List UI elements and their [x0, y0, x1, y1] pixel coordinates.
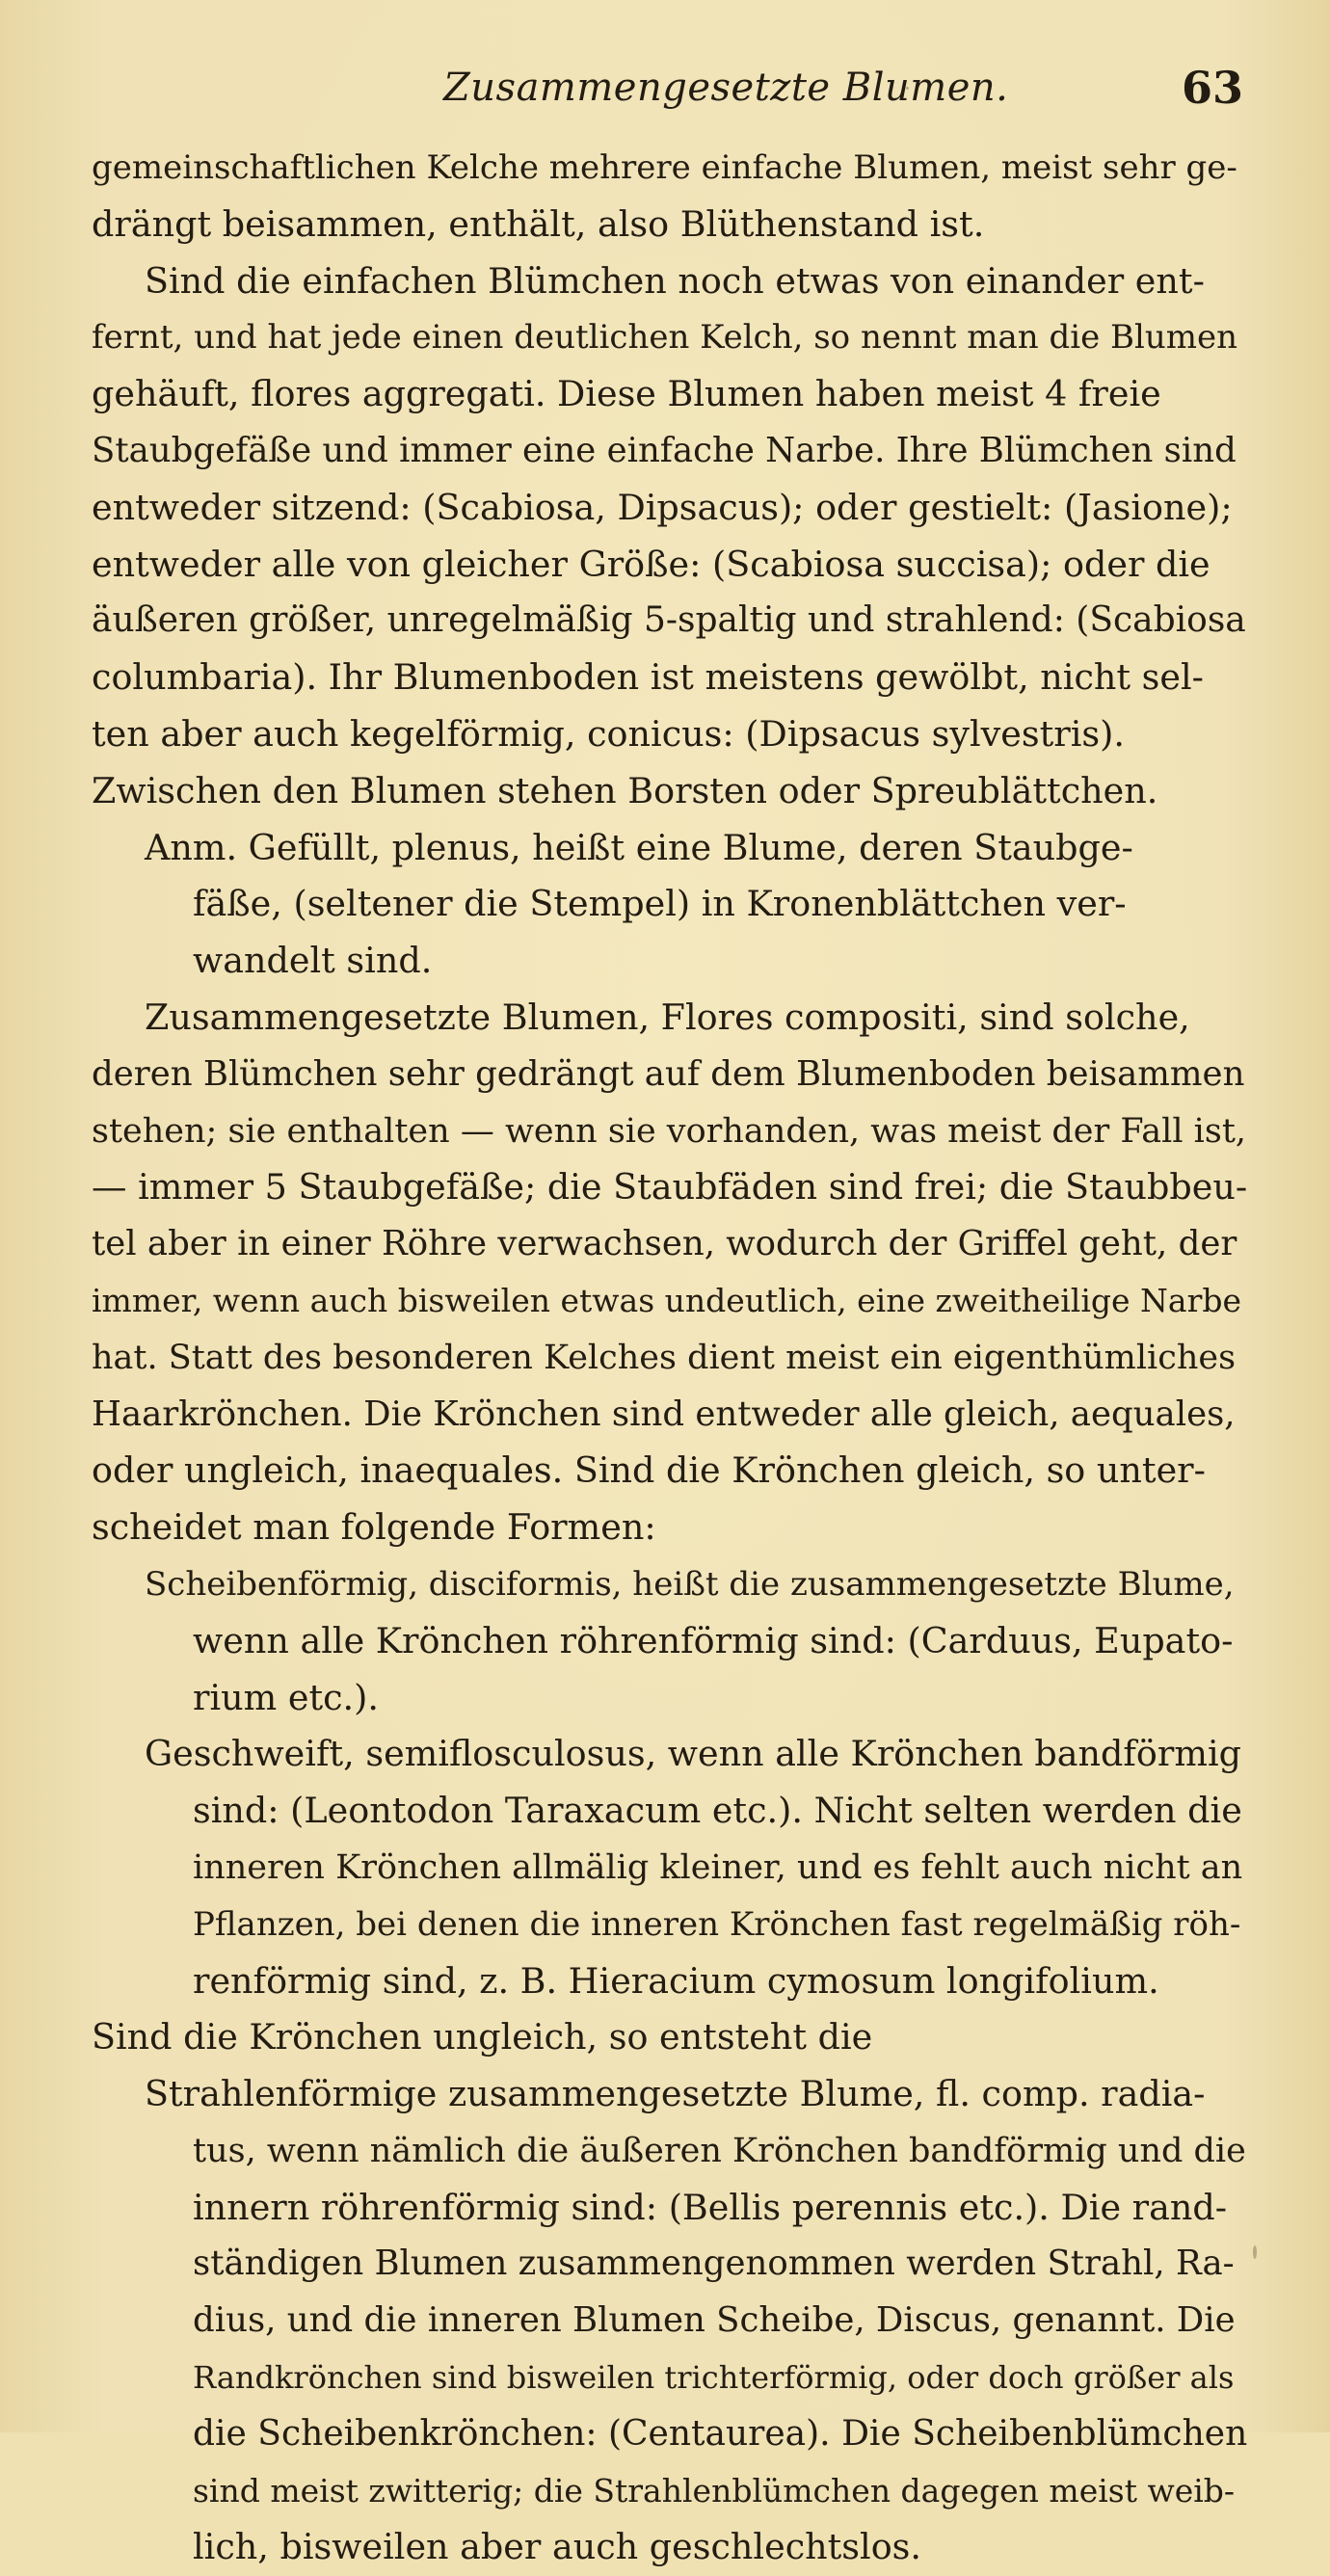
text-line: tus, wenn nämlich die äußeren Krönchen bandförmig und die — [193, 2131, 1246, 2170]
text-line: ten aber auch kegelförmig, conicus: (Dipsacus sylvestris). — [92, 712, 1125, 755]
note-line: wandelt sind. — [193, 940, 433, 982]
running-head — [87, 56, 1243, 123]
text-line: Scheibenförmig, disciformis, heißt die zusammengesetzte Blume, — [145, 1564, 1235, 1604]
text-line: lich, bisweilen aber auch geschlechtslos. — [193, 2526, 922, 2568]
text-line: — immer 5 Staubgefäße; die Staubfäden sind frei; die Staubbeu- — [92, 1166, 1248, 1208]
text-line: innern röhrenförmig sind: (Bellis perennis etc.). Die rand- — [193, 2186, 1228, 2228]
text-line: entweder alle von gleicher Größe: (Scabiosa succisa); oder die — [92, 543, 1210, 585]
text-line: deren Blümchen sehr gedrängt auf dem Blumenboden beisammen — [92, 1053, 1245, 1094]
text-line: sind meist zwitterig; die Strahlenblümchen dagegen meist weib- — [193, 2471, 1236, 2510]
text-line: Sind die Krönchen ungleich, so entsteht die — [92, 2016, 873, 2058]
text-line: Strahlenförmige zusammengesetzte Blume, fl. comp. radia- — [145, 2073, 1206, 2115]
text-line: Sind die einfachen Blümchen noch etwas von einander ent- — [145, 259, 1205, 302]
text-line: drängt beisammen, enthält, also Blüthenstand ist. — [92, 202, 985, 245]
paper-speck — [906, 87, 909, 90]
note-line: fäße, (seltener die Stempel) in Kronenblättchen ver- — [193, 883, 1127, 925]
text-line: Pflanzen, bei denen die inneren Krönchen fast regelmäßig röh- — [193, 1904, 1241, 1944]
text-line: stehen; sie enthalten — wenn sie vorhanden, was meist der Fall ist, — [92, 1111, 1247, 1151]
text-line: entweder sitzend: (Scabiosa, Dipsacus); oder gestielt: (Jasione); — [92, 486, 1233, 528]
text-line: Randkrönchen sind bisweilen trichterförmig, oder doch größer als — [193, 2359, 1235, 2397]
text-line: gemeinschaftlichen Kelche mehrere einfache Blumen, meist sehr ge- — [92, 148, 1237, 187]
text-line: fernt, und hat jede einen deutlichen Kelch, so nennt man die Blumen — [92, 318, 1238, 358]
text-line: wenn alle Krönchen röhrenförmig sind: (Carduus, Eupato- — [193, 1619, 1234, 1661]
text-line: scheidet man folgende Formen: — [92, 1506, 656, 1549]
text-line: renförmig sind, z. B. Hieracium cymosum longifolium. — [193, 1959, 1159, 2002]
text-line: Zusammengesetzte Blumen, Flores compositi, sind solche, — [145, 996, 1190, 1038]
paper-speck — [1253, 2245, 1257, 2259]
text-line: ständigen Blumen zusammengenommen werden Strahl, Ra- — [193, 2244, 1235, 2284]
text-line: immer, wenn auch bisweilen etwas undeutlich, eine zweitheilige Narbe — [92, 1281, 1242, 1319]
text-line: äußeren größer, unregelmäßig 5-spaltig und strahlend: (Scabiosa — [92, 600, 1246, 641]
body-text — [92, 140, 1248, 2576]
text-line: gehäuft, flores aggregati. Diese Blumen haben meist 4 freie — [92, 373, 1161, 415]
note-line: Anm. Gefüllt, plenus, heißt eine Blume, deren Staubge- — [145, 826, 1133, 868]
text-line: sind: (Leontodon Taraxacum etc.). Nicht selten werden die — [193, 1790, 1242, 1832]
text-line: Haarkrönchen. Die Krönchen sind entweder alle gleich, aequales, — [92, 1394, 1236, 1434]
text-line: oder ungleich, inaequales. Sind die Krönchen gleich, so unter- — [92, 1449, 1206, 1492]
text-line: Staubgefäße und immer eine einfache Narbe. Ihre Blümchen sind — [92, 430, 1237, 470]
text-line: Zwischen den Blumen stehen Borsten oder Spreublättchen. — [92, 769, 1158, 811]
text-line: hat. Statt des besonderen Kelches dient meist ein eigenthümliches — [92, 1338, 1237, 1377]
text-line: dius, und die inneren Blumen Scheibe, Discus, genannt. Die — [193, 2300, 1236, 2341]
text-line: rium etc.). — [193, 1676, 379, 1718]
text-line: die Scheibenkrönchen: (Centaurea). Die Scheibenblümchen — [193, 2413, 1248, 2454]
text-line: Geschweift, semiflosculosus, wenn alle Krönchen bandförmig — [145, 1733, 1241, 1775]
text-line: inneren Krönchen allmälig kleiner, und es fehlt auch nicht an — [193, 1847, 1243, 1887]
running-title: Zusammengesetzte Blumen. — [443, 66, 1009, 110]
text-line: tel aber in einer Röhre verwachsen, wodurch der Griffel geht, der — [92, 1224, 1237, 1264]
text-line: columbaria). Ihr Blumenboden ist meistens gewölbt, nicht sel- — [92, 656, 1205, 699]
page-number: 63 — [1181, 62, 1243, 114]
